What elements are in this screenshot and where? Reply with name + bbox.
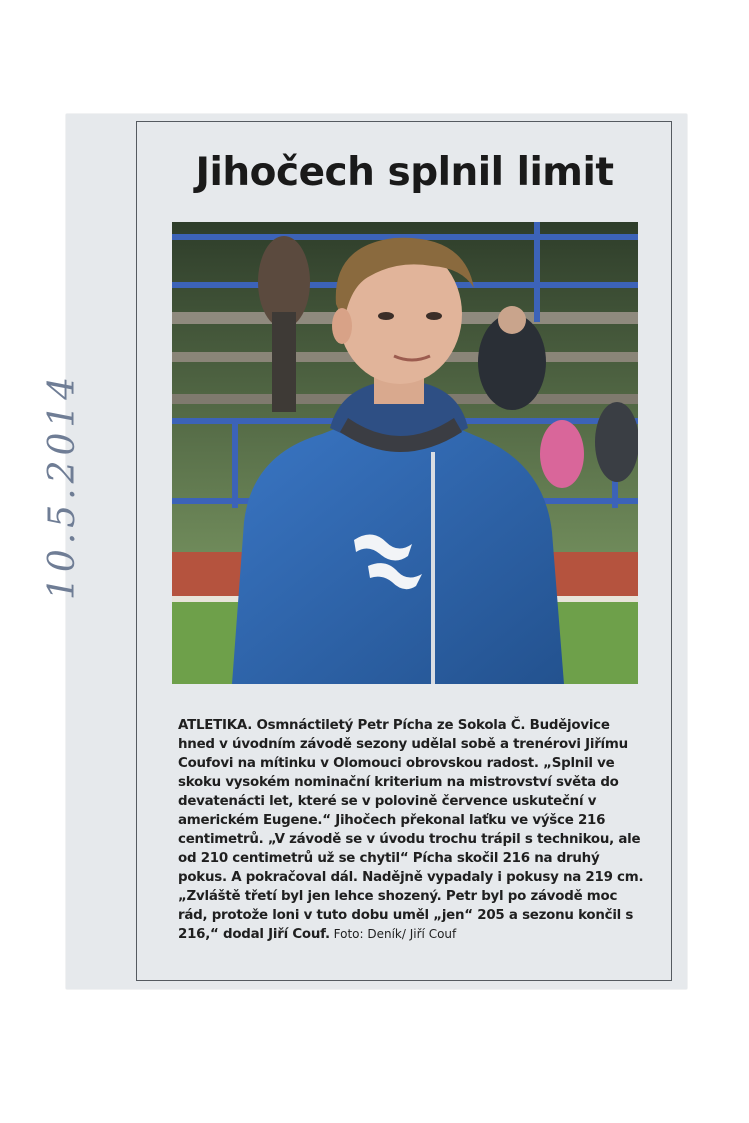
caption-body: Osmnáctiletý Petr Pícha ze Sokola Č. Budějovice hned v úvodním závodě sezony udělal sobě a trenérovi Jiřímu Coufovi na mítinku v Olomouci obrovskou radost. „Splnil ve skoku vysokém nominační kriterium na mistrovství světa do devatenácti let, které se v polovině července uskuteční v americkém Eugene.“ Jihočech překonal laťku ve výšce 216 centimetrů. „V závodě se v úvodu trochu trápil s technikou, ale od 210 centimetrů už se chytil“ Pícha skočil 216 na druhý pokus. A pokračoval dál. Nadějně vypadaly i pokusy na 219 cm. „Zvláště třetí byl jen lehce shozený. Petr byl po závodě moc rád, protože loni v tuto dobu uměl „jen“ 205 a sezonu končil s 216,“ dodal Jiří Couf.: [178, 718, 644, 942]
article-headline: Jihočech splnil limit: [195, 150, 614, 195]
photo-credit: Foto: Deník/ Jiří Couf: [329, 927, 457, 941]
caption-lead: ATLETIKA.: [178, 718, 253, 733]
handwritten-date: 10.5.2014: [42, 371, 83, 600]
article-caption: [178, 716, 648, 944]
athlete-photo: [172, 222, 638, 684]
